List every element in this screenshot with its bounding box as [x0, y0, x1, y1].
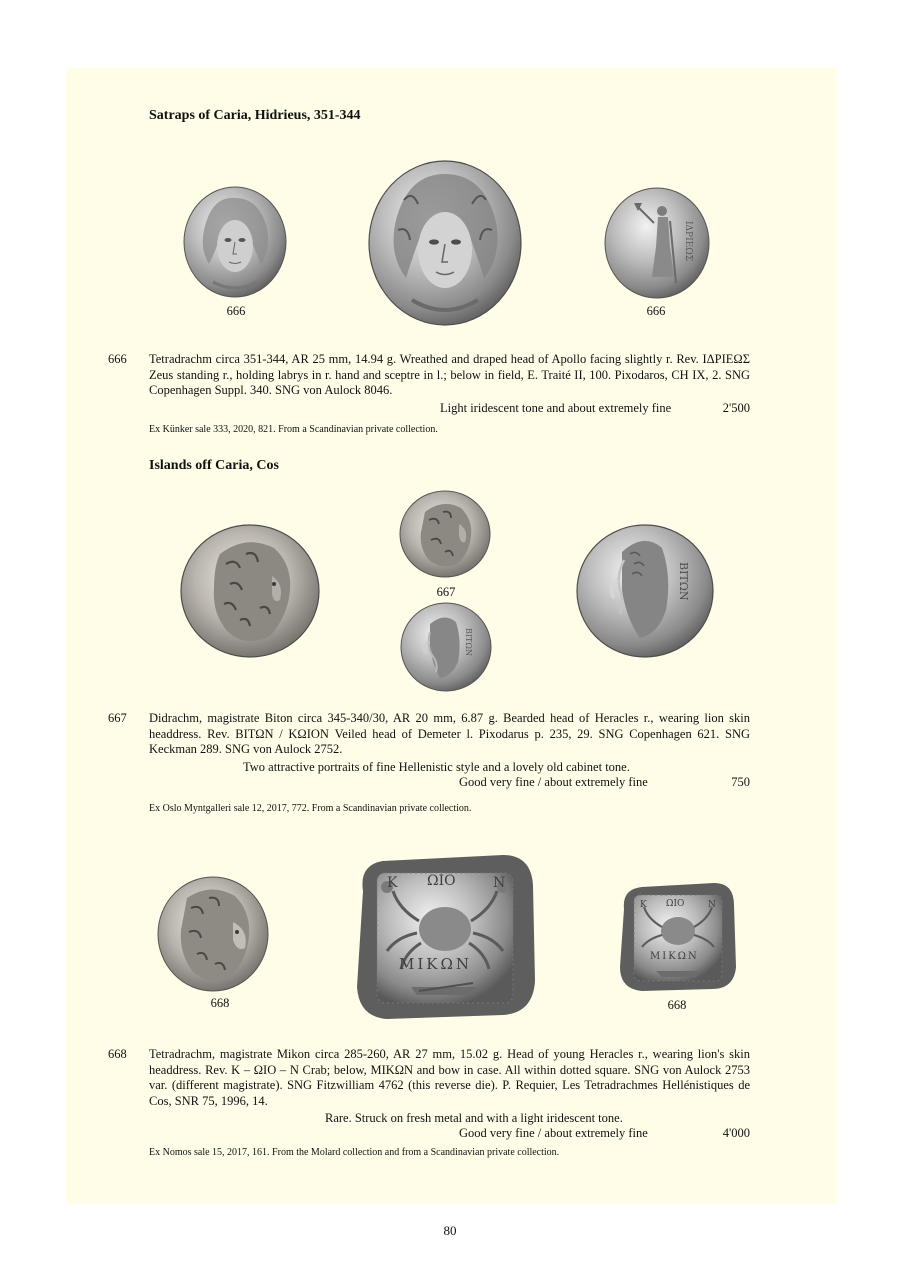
- lot-price-666: 2'500: [722, 401, 750, 415]
- coin-668-reverse-enlarged-image: [353, 851, 537, 1021]
- svg-text:ΒΙΤΩΝ: ΒΙΤΩΝ: [464, 628, 473, 657]
- section-heading-cos: Islands off Caria, Cos: [149, 458, 279, 473]
- lot-condition-667-line2: Good very fine / about extremely fine: [459, 775, 648, 789]
- coin-668-legend-n: Ν: [493, 875, 506, 891]
- svg-text:ΜΙΚΩΝ: ΜΙΚΩΝ: [650, 951, 699, 962]
- coin-667-reverse-image: [400, 602, 492, 692]
- coin-caption-666-obverse: 666: [226, 304, 246, 318]
- coin-caption-667: 667: [436, 585, 456, 599]
- svg-text:Ν: Ν: [708, 900, 716, 910]
- coin-668-legend-mikon: ΜΙΚΩΝ: [399, 955, 473, 973]
- coin-caption-668-reverse: 668: [667, 998, 687, 1012]
- lot-provenance-666: Ex Künker sale 333, 2020, 821. From a Scandinavian private collection.: [149, 424, 438, 435]
- page-number: 80: [443, 1223, 457, 1238]
- coin-667-obverse-image: [399, 490, 491, 578]
- svg-text:Κ: Κ: [640, 900, 647, 910]
- coin-caption-666-reverse: 666: [646, 304, 666, 318]
- lot-condition-668-line2: Good very fine / about extremely fine: [459, 1126, 648, 1140]
- lot-description-666: Tetradrachm circa 351-344, AR 25 mm, 14.94 g. Wreathed and draped head of Apollo facing slightly r. Rev. ΙΔΡΙΕΩΣ Zeus standing r., holding labrys in r. hand and sceptre in l.; below in field, E. Traité II, 100. Pixodaros, CH IX, 2. SNG Copenhagen Suppl. 340. SNG von Aulock 8046.: [149, 352, 750, 398]
- lot-provenance-667: Ex Oslo Myntgalleri sale 12, 2017, 772. From a Scandinavian private collection.: [149, 803, 472, 814]
- lot-condition-667-line1: Two attractive portraits of fine Hellenistic style and a lovely old cabinet tone.: [243, 760, 630, 774]
- section-heading-hidrieus: Satraps of Caria, Hidrieus, 351-344: [149, 108, 361, 123]
- coin-666-obverse-image: [183, 186, 287, 298]
- lot-description-668: Tetradrachm, magistrate Mikon circa 285-260, AR 27 mm, 15.02 g. Head of young Heracles r., wearing lion's skin headdress. Rev. Κ – ΩΙΟ – Ν Crab; below, ΜΙΚΩΝ and bow in case. All within dotted square. SNG von Aulock 2753 var. (different magistrate). SNG Fitzwilliam 4762 (this reverse die). P. Requier, Les Tetradrachmes Hellénistiques de Cos, SNR 75, 1996, 14.: [149, 1047, 750, 1108]
- coin-667-reverse-enlarged-image: [576, 524, 714, 658]
- coin-668-reverse-image: [616, 879, 738, 993]
- lot-number-666: 666: [108, 352, 127, 366]
- lot-number-667: 667: [108, 711, 127, 725]
- svg-text:ΩΙΟ: ΩΙΟ: [666, 899, 685, 909]
- lot-number-668: 668: [108, 1047, 127, 1061]
- lot-provenance-668: Ex Nomos sale 15, 2017, 161. From the Molard collection and from a Scandinavian private collection.: [149, 1147, 560, 1158]
- coin-668-legend-oio: ΩΙΟ: [427, 873, 456, 889]
- coin-667-obverse-enlarged-image: [180, 524, 320, 658]
- coin-667-legend: ΒΙΤΩΝ: [677, 562, 690, 601]
- coin-668-obverse-image: [157, 876, 269, 992]
- lot-description-667: Didrachm, magistrate Biton circa 345-340/30, AR 20 mm, 6.87 g. Bearded head of Heracles r., wearing lion skin headdress. Rev. ΒΙΤΩΝ / ΚΩΙΟΝ Veiled head of Demeter l. Pixodarus p. 235, 29. SNG Copenhagen 621. SNG Keckman 289. SNG von Aulock 2752.: [149, 711, 750, 757]
- coin-666-obverse-enlarged-image: [368, 160, 522, 326]
- lot-condition-668-line1: Rare. Struck on fresh metal and with a light iridescent tone.: [325, 1111, 623, 1125]
- coin-caption-668-obverse: 668: [210, 996, 230, 1010]
- lot-price-668: 4'000: [722, 1126, 750, 1140]
- coin-668-legend-k: Κ: [387, 875, 398, 891]
- lot-condition-666: Light iridescent tone and about extremely fine: [440, 401, 672, 415]
- lot-price-667: 750: [731, 775, 750, 789]
- coin-666-reverse-image: [604, 187, 710, 299]
- svg-text:ΙΔΡΙΕΩΣ: ΙΔΡΙΕΩΣ: [683, 221, 693, 262]
